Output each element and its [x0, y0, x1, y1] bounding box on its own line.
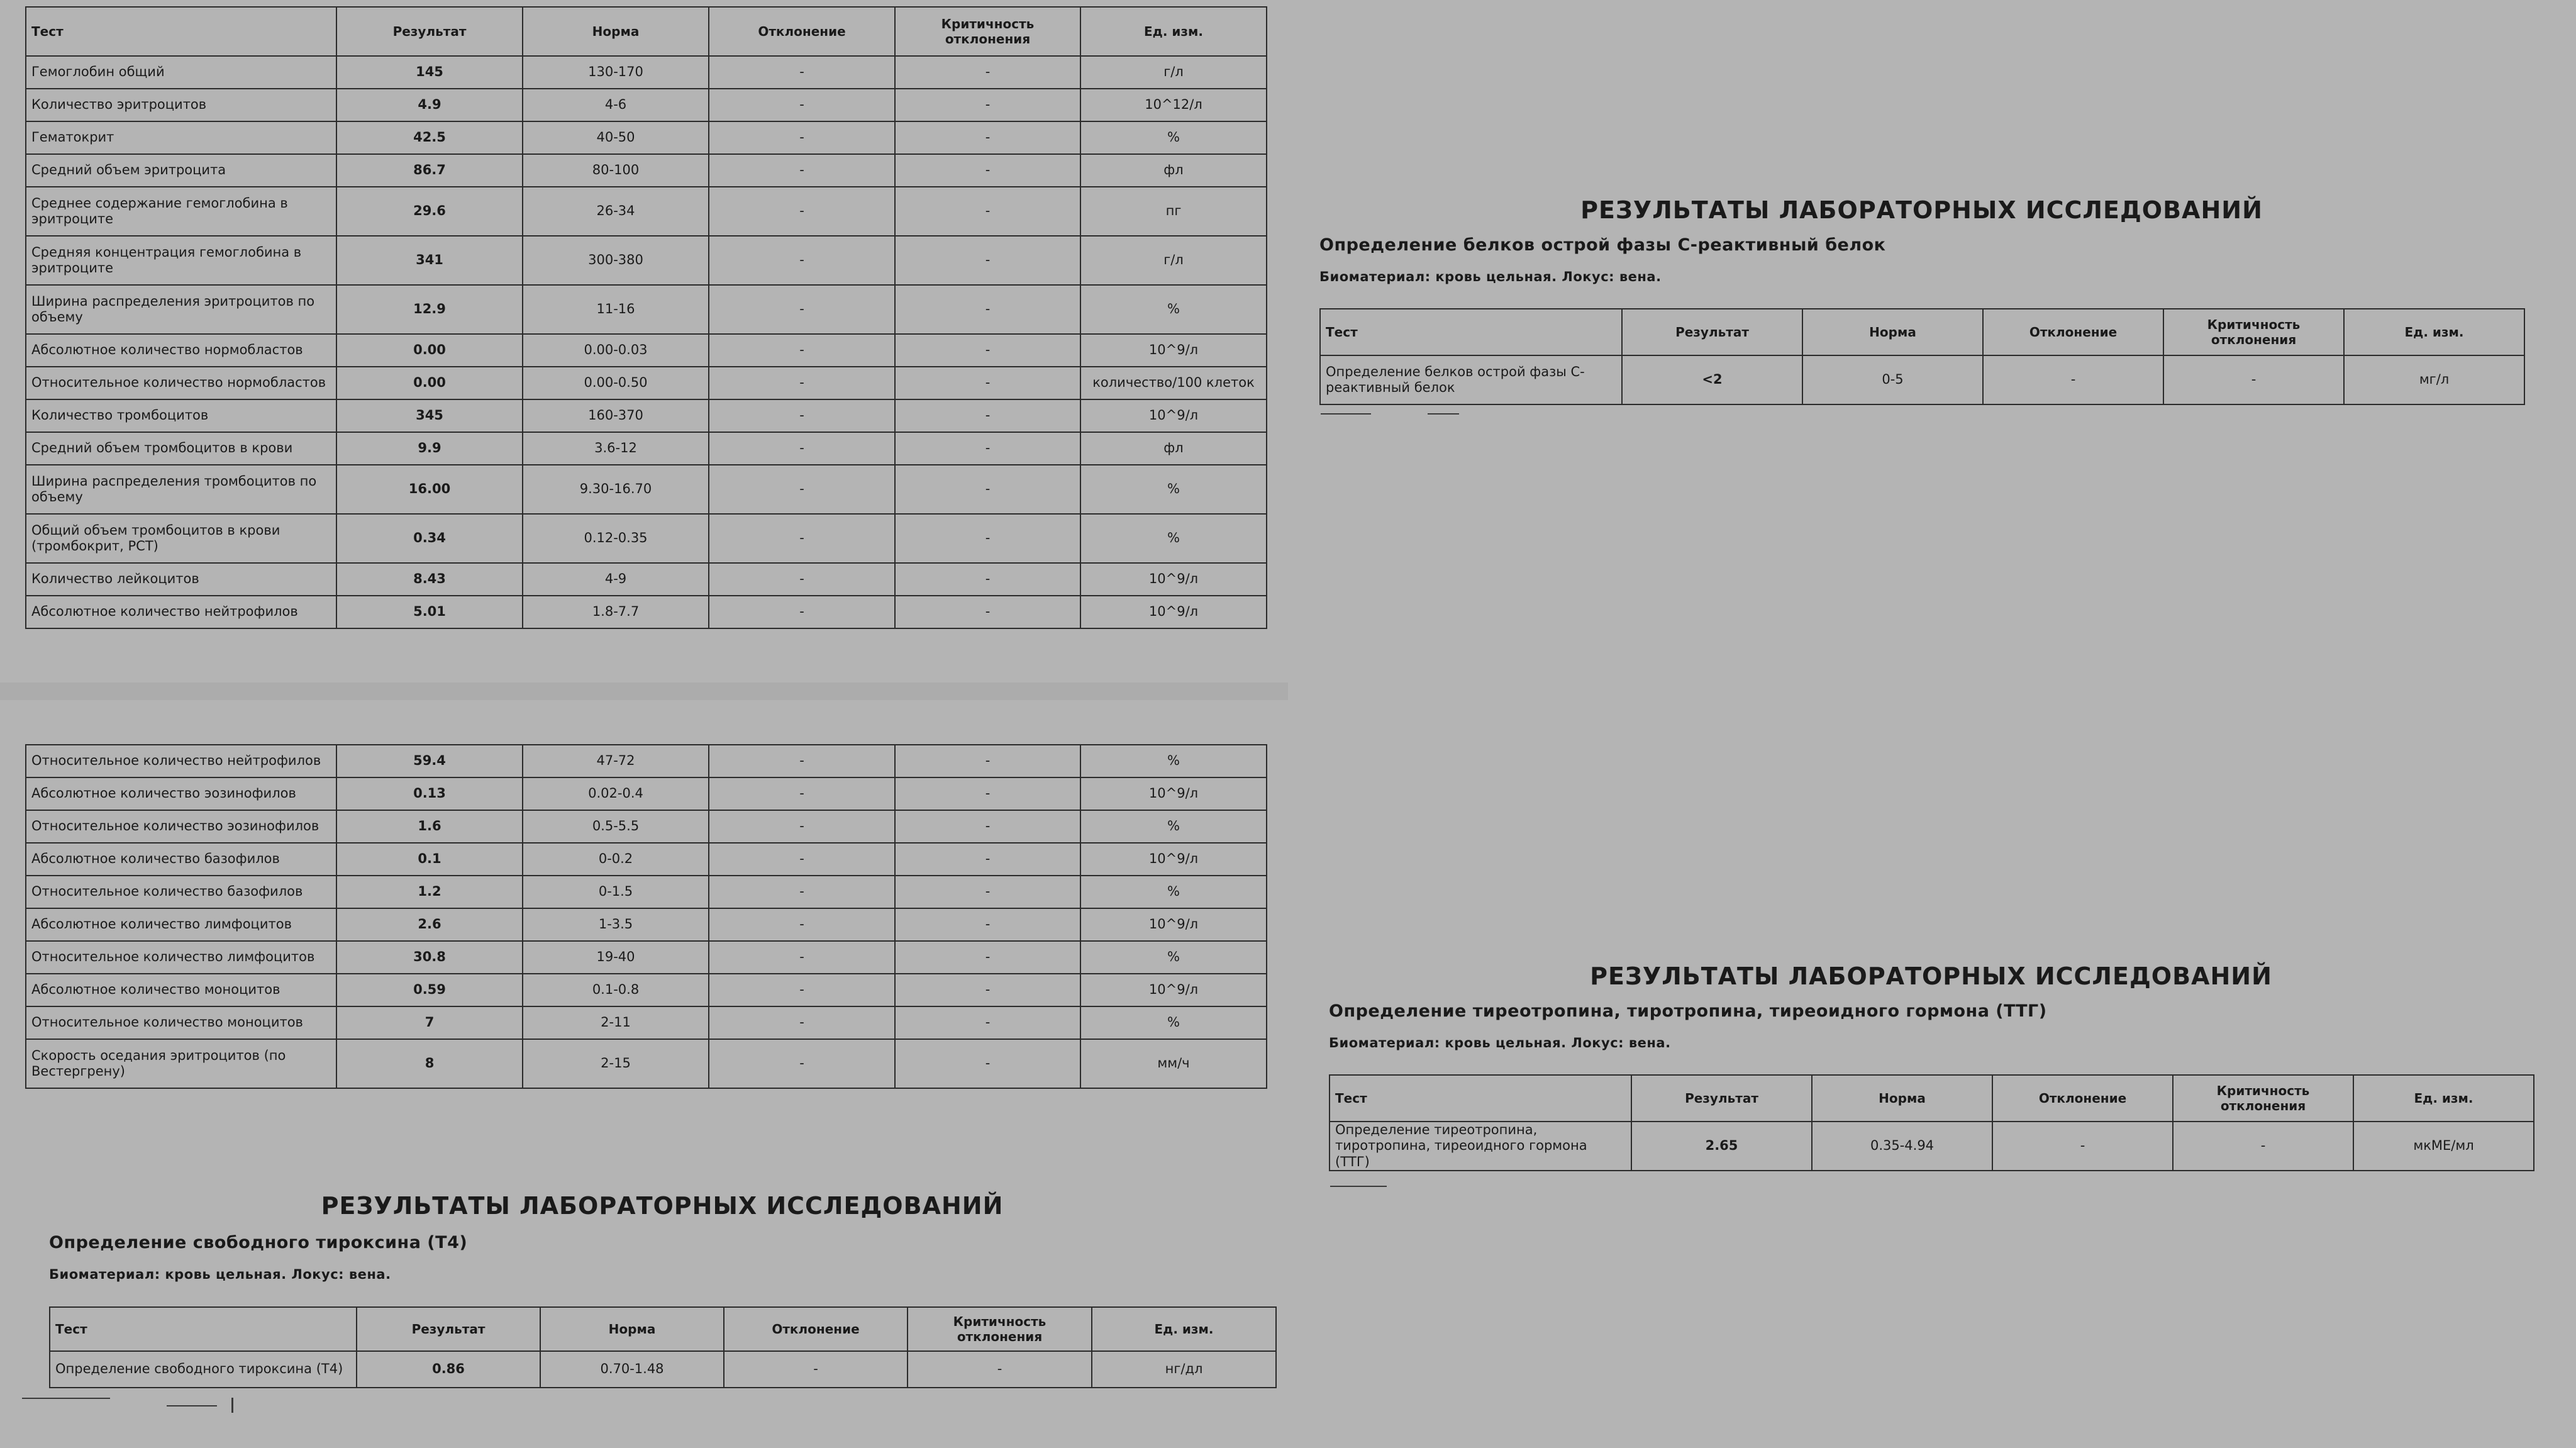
signature-scribble: [167, 1405, 217, 1406]
deviation-cell: -: [709, 89, 895, 121]
header-critical: Критичность отклонения: [908, 1307, 1092, 1351]
critical-cell: -: [895, 563, 1080, 596]
deviation-cell: -: [709, 285, 895, 334]
t4-results-table: [49, 1306, 1277, 1388]
norm-cell: 9.30-16.70: [523, 465, 709, 514]
cbc-results-table-part1: [25, 6, 1267, 629]
unit-cell: количество/100 клеток: [1080, 367, 1267, 399]
test-name-cell: Количество лейкоцитов: [26, 563, 336, 596]
table-row: [26, 777, 1267, 810]
deviation-cell: -: [709, 1006, 895, 1039]
table-row: [26, 745, 1267, 777]
header-norm: Норма: [1812, 1075, 1992, 1122]
critical-cell: -: [895, 399, 1080, 432]
unit-cell: 10^9/л: [1080, 334, 1267, 367]
result-cell: 341: [336, 236, 523, 285]
table-header-row: [1330, 1075, 2534, 1122]
test-name-cell: Ширина распределения эритроцитов по объему: [26, 285, 336, 334]
result-cell: 0.13: [336, 777, 523, 810]
deviation-cell: -: [709, 563, 895, 596]
norm-cell: 160-370: [523, 399, 709, 432]
deviation-cell: -: [709, 465, 895, 514]
header-result: Результат: [357, 1307, 540, 1351]
unit-cell: нг/дл: [1092, 1351, 1276, 1388]
result-cell: 29.6: [336, 187, 523, 236]
result-cell: 16.00: [336, 465, 523, 514]
test-name-cell: Абсолютное количество нормобластов: [26, 334, 336, 367]
t4-section-subtitle: Определение свободного тироксина (Т4): [49, 1233, 468, 1252]
result-cell: 0.86: [357, 1351, 540, 1388]
header-unit: Ед. изм.: [2344, 309, 2524, 355]
table-row: [26, 974, 1267, 1006]
unit-cell: 10^9/л: [1080, 974, 1267, 1006]
table-row: [26, 514, 1267, 563]
deviation-cell: -: [709, 334, 895, 367]
critical-cell: -: [895, 285, 1080, 334]
signature-scribble: [1330, 1186, 1387, 1187]
unit-cell: 10^9/л: [1080, 777, 1267, 810]
table-row: [26, 56, 1267, 89]
norm-cell: 47-72: [523, 745, 709, 777]
unit-cell: г/л: [1080, 56, 1267, 89]
critical-cell: -: [895, 334, 1080, 367]
header-norm: Норма: [1802, 309, 1983, 355]
table-row: [26, 121, 1267, 154]
crp-section-title: РЕЗУЛЬТАТЫ ЛАБОРАТОРНЫХ ИССЛЕДОВАНИЙ: [1580, 196, 2263, 224]
critical-cell: -: [895, 974, 1080, 1006]
crp-section-subtitle: Определение белков острой фазы С-реактивный белок: [1319, 235, 1886, 255]
header-deviation: Отклонение: [1983, 309, 2163, 355]
cbc-results-table-part2: [25, 744, 1267, 1089]
norm-cell: 0-5: [1802, 355, 1983, 404]
tsh-biomaterial: Биоматериал: кровь цельная. Локус: вена.: [1329, 1035, 1671, 1050]
result-cell: 4.9: [336, 89, 523, 121]
header-unit: Ед. изм.: [1080, 7, 1267, 56]
norm-cell: 2-15: [523, 1039, 709, 1088]
table-row: [26, 465, 1267, 514]
result-cell: 0.1: [336, 843, 523, 876]
norm-cell: 40-50: [523, 121, 709, 154]
result-cell: 2.6: [336, 908, 523, 941]
deviation-cell: -: [1983, 355, 2163, 404]
result-cell: 12.9: [336, 285, 523, 334]
critical-cell: -: [2173, 1122, 2353, 1171]
result-cell: 1.6: [336, 810, 523, 843]
test-name-cell: Количество тромбоцитов: [26, 399, 336, 432]
norm-cell: 4-6: [523, 89, 709, 121]
deviation-cell: -: [709, 941, 895, 974]
table-row: [26, 1039, 1267, 1088]
norm-cell: 4-9: [523, 563, 709, 596]
test-name-cell: Абсолютное количество эозинофилов: [26, 777, 336, 810]
unit-cell: %: [1080, 810, 1267, 843]
norm-cell: 0.12-0.35: [523, 514, 709, 563]
critical-cell: -: [895, 908, 1080, 941]
header-norm: Норма: [523, 7, 709, 56]
tsh-section-subtitle: Определение тиреотропина, тиротропина, тиреоидного гормона (ТТГ): [1329, 1001, 2047, 1021]
deviation-cell: -: [709, 876, 895, 908]
critical-cell: -: [895, 56, 1080, 89]
header-test: Тест: [26, 7, 336, 56]
result-cell: 8: [336, 1039, 523, 1088]
signature-scribble: [1428, 413, 1459, 415]
table-row: [26, 285, 1267, 334]
deviation-cell: -: [1992, 1122, 2173, 1171]
test-name-cell: Относительное количество эозинофилов: [26, 810, 336, 843]
norm-cell: 0.70-1.48: [540, 1351, 724, 1388]
signature-scribble: [22, 1398, 110, 1399]
unit-cell: фл: [1080, 432, 1267, 465]
table-row: [26, 154, 1267, 187]
table-row: [26, 187, 1267, 236]
header-result: Результат: [1622, 309, 1802, 355]
header-test: Тест: [50, 1307, 357, 1351]
test-name-cell: Определение белков острой фазы С-реактивный белок: [1320, 355, 1622, 404]
unit-cell: %: [1080, 465, 1267, 514]
result-cell: 59.4: [336, 745, 523, 777]
result-cell: 0.34: [336, 514, 523, 563]
critical-cell: -: [895, 941, 1080, 974]
result-cell: 9.9: [336, 432, 523, 465]
table-row: [26, 563, 1267, 596]
unit-cell: %: [1080, 514, 1267, 563]
unit-cell: %: [1080, 876, 1267, 908]
norm-cell: 11-16: [523, 285, 709, 334]
t4-biomaterial: Биоматериал: кровь цельная. Локус: вена.: [49, 1267, 391, 1282]
critical-cell: -: [895, 514, 1080, 563]
header-deviation: Отклонение: [724, 1307, 908, 1351]
unit-cell: %: [1080, 285, 1267, 334]
header-critical: Критичность отклонения: [895, 7, 1080, 56]
norm-cell: 0.1-0.8: [523, 974, 709, 1006]
critical-cell: -: [895, 89, 1080, 121]
critical-cell: -: [895, 1039, 1080, 1088]
critical-cell: -: [2163, 355, 2344, 404]
test-name-cell: Относительное количество лимфоцитов: [26, 941, 336, 974]
table-row: [26, 1006, 1267, 1039]
critical-cell: -: [895, 236, 1080, 285]
deviation-cell: -: [709, 514, 895, 563]
result-cell: 5.01: [336, 596, 523, 628]
table-row: [26, 89, 1267, 121]
crp-results-table: [1319, 308, 2525, 405]
unit-cell: 10^9/л: [1080, 399, 1267, 432]
critical-cell: -: [895, 367, 1080, 399]
table-row: [26, 941, 1267, 974]
unit-cell: %: [1080, 1006, 1267, 1039]
t4-section-title: РЕЗУЛЬТАТЫ ЛАБОРАТОРНЫХ ИССЛЕДОВАНИЙ: [321, 1192, 1004, 1220]
test-name-cell: Гематокрит: [26, 121, 336, 154]
test-name-cell: Скорость оседания эритроцитов (по Вестергрену): [26, 1039, 336, 1088]
deviation-cell: -: [709, 367, 895, 399]
result-cell: 345: [336, 399, 523, 432]
norm-cell: 3.6-12: [523, 432, 709, 465]
norm-cell: 19-40: [523, 941, 709, 974]
test-name-cell: Средний объем эритроцита: [26, 154, 336, 187]
test-name-cell: Относительное количество моноцитов: [26, 1006, 336, 1039]
result-cell: 42.5: [336, 121, 523, 154]
result-cell: 7: [336, 1006, 523, 1039]
unit-cell: пг: [1080, 187, 1267, 236]
norm-cell: 300-380: [523, 236, 709, 285]
header-unit: Ед. изм.: [2353, 1075, 2534, 1122]
header-deviation: Отклонение: [709, 7, 895, 56]
signature-scribble: [231, 1398, 233, 1413]
unit-cell: 10^9/л: [1080, 563, 1267, 596]
unit-cell: мг/л: [2344, 355, 2524, 404]
norm-cell: 0.00-0.50: [523, 367, 709, 399]
test-name-cell: Определение тиреотропина, тиротропина, тиреоидного гормона (ТТГ): [1330, 1122, 1631, 1171]
test-name-cell: Абсолютное количество базофилов: [26, 843, 336, 876]
table-row: [50, 1351, 1276, 1388]
deviation-cell: -: [709, 1039, 895, 1088]
unit-cell: мм/ч: [1080, 1039, 1267, 1088]
norm-cell: 1-3.5: [523, 908, 709, 941]
result-cell: 0.59: [336, 974, 523, 1006]
norm-cell: 26-34: [523, 187, 709, 236]
signature-scribble: [1321, 413, 1371, 415]
header-test: Тест: [1330, 1075, 1631, 1122]
critical-cell: -: [895, 777, 1080, 810]
critical-cell: -: [895, 465, 1080, 514]
header-critical: Критичность отклонения: [2163, 309, 2344, 355]
table-row: [26, 810, 1267, 843]
test-name-cell: Общий объем тромбоцитов в крови (тромбокрит, PCT): [26, 514, 336, 563]
test-name-cell: Среднее содержание гемоглобина в эритроците: [26, 187, 336, 236]
norm-cell: 80-100: [523, 154, 709, 187]
deviation-cell: -: [709, 974, 895, 1006]
deviation-cell: -: [709, 745, 895, 777]
test-name-cell: Абсолютное количество лимфоцитов: [26, 908, 336, 941]
tsh-section-title: РЕЗУЛЬТАТЫ ЛАБОРАТОРНЫХ ИССЛЕДОВАНИЙ: [1590, 962, 2272, 990]
norm-cell: 0.5-5.5: [523, 810, 709, 843]
deviation-cell: -: [709, 187, 895, 236]
table-header-row: [50, 1307, 1276, 1351]
test-name-cell: Определение свободного тироксина (Т4): [50, 1351, 357, 1388]
result-cell: 30.8: [336, 941, 523, 974]
table-row: [26, 908, 1267, 941]
header-norm: Норма: [540, 1307, 724, 1351]
test-name-cell: Относительное количество нормобластов: [26, 367, 336, 399]
critical-cell: -: [895, 876, 1080, 908]
result-cell: <2: [1622, 355, 1802, 404]
test-name-cell: Относительное количество нейтрофилов: [26, 745, 336, 777]
deviation-cell: -: [709, 777, 895, 810]
norm-cell: 0-0.2: [523, 843, 709, 876]
test-name-cell: Ширина распределения тромбоцитов по объему: [26, 465, 336, 514]
table-row: [26, 843, 1267, 876]
result-cell: 2.65: [1631, 1122, 1812, 1171]
deviation-cell: -: [709, 154, 895, 187]
result-cell: 8.43: [336, 563, 523, 596]
unit-cell: 10^9/л: [1080, 843, 1267, 876]
critical-cell: -: [895, 810, 1080, 843]
test-name-cell: Количество эритроцитов: [26, 89, 336, 121]
page-separator-band: [0, 682, 1288, 700]
test-name-cell: Абсолютное количество нейтрофилов: [26, 596, 336, 628]
unit-cell: фл: [1080, 154, 1267, 187]
table-row: [26, 399, 1267, 432]
tsh-results-table: [1329, 1074, 2534, 1171]
result-cell: 86.7: [336, 154, 523, 187]
test-name-cell: Средний объем тромбоцитов в крови: [26, 432, 336, 465]
unit-cell: %: [1080, 941, 1267, 974]
unit-cell: 10^12/л: [1080, 89, 1267, 121]
header-unit: Ед. изм.: [1092, 1307, 1276, 1351]
test-name-cell: Гемоглобин общий: [26, 56, 336, 89]
header-result: Результат: [336, 7, 523, 56]
table-row: [26, 367, 1267, 399]
critical-cell: -: [895, 121, 1080, 154]
test-name-cell: Средняя концентрация гемоглобина в эритроците: [26, 236, 336, 285]
table-header-row: [26, 7, 1267, 56]
table-row: [26, 334, 1267, 367]
critical-cell: -: [895, 596, 1080, 628]
test-name-cell: Относительное количество базофилов: [26, 876, 336, 908]
critical-cell: -: [895, 187, 1080, 236]
deviation-cell: -: [709, 843, 895, 876]
header-deviation: Отклонение: [1992, 1075, 2173, 1122]
unit-cell: %: [1080, 121, 1267, 154]
critical-cell: -: [895, 1006, 1080, 1039]
result-cell: 0.00: [336, 334, 523, 367]
result-cell: 1.2: [336, 876, 523, 908]
deviation-cell: -: [709, 56, 895, 89]
table-row: [26, 876, 1267, 908]
critical-cell: -: [895, 843, 1080, 876]
unit-cell: г/л: [1080, 236, 1267, 285]
deviation-cell: -: [709, 810, 895, 843]
table-row: [1330, 1122, 2534, 1171]
critical-cell: -: [895, 745, 1080, 777]
test-name-cell: Абсолютное количество моноцитов: [26, 974, 336, 1006]
deviation-cell: -: [709, 399, 895, 432]
header-test: Тест: [1320, 309, 1622, 355]
table-row: [26, 236, 1267, 285]
unit-cell: %: [1080, 745, 1267, 777]
deviation-cell: -: [709, 121, 895, 154]
norm-cell: 0.35-4.94: [1812, 1122, 1992, 1171]
table-row: [1320, 355, 2524, 404]
critical-cell: -: [908, 1351, 1092, 1388]
norm-cell: 0.02-0.4: [523, 777, 709, 810]
deviation-cell: -: [709, 236, 895, 285]
table-row: [26, 596, 1267, 628]
table-row: [26, 432, 1267, 465]
unit-cell: 10^9/л: [1080, 908, 1267, 941]
deviation-cell: -: [709, 432, 895, 465]
norm-cell: 0-1.5: [523, 876, 709, 908]
result-cell: 0.00: [336, 367, 523, 399]
result-cell: 145: [336, 56, 523, 89]
deviation-cell: -: [709, 908, 895, 941]
norm-cell: 1.8-7.7: [523, 596, 709, 628]
header-critical: Критичность отклонения: [2173, 1075, 2353, 1122]
unit-cell: 10^9/л: [1080, 596, 1267, 628]
critical-cell: -: [895, 432, 1080, 465]
unit-cell: мкМЕ/мл: [2353, 1122, 2534, 1171]
norm-cell: 0.00-0.03: [523, 334, 709, 367]
deviation-cell: -: [709, 596, 895, 628]
critical-cell: -: [895, 154, 1080, 187]
crp-biomaterial: Биоматериал: кровь цельная. Локус: вена.: [1319, 269, 1662, 284]
norm-cell: 2-11: [523, 1006, 709, 1039]
deviation-cell: -: [724, 1351, 908, 1388]
header-result: Результат: [1631, 1075, 1812, 1122]
norm-cell: 130-170: [523, 56, 709, 89]
table-header-row: [1320, 309, 2524, 355]
